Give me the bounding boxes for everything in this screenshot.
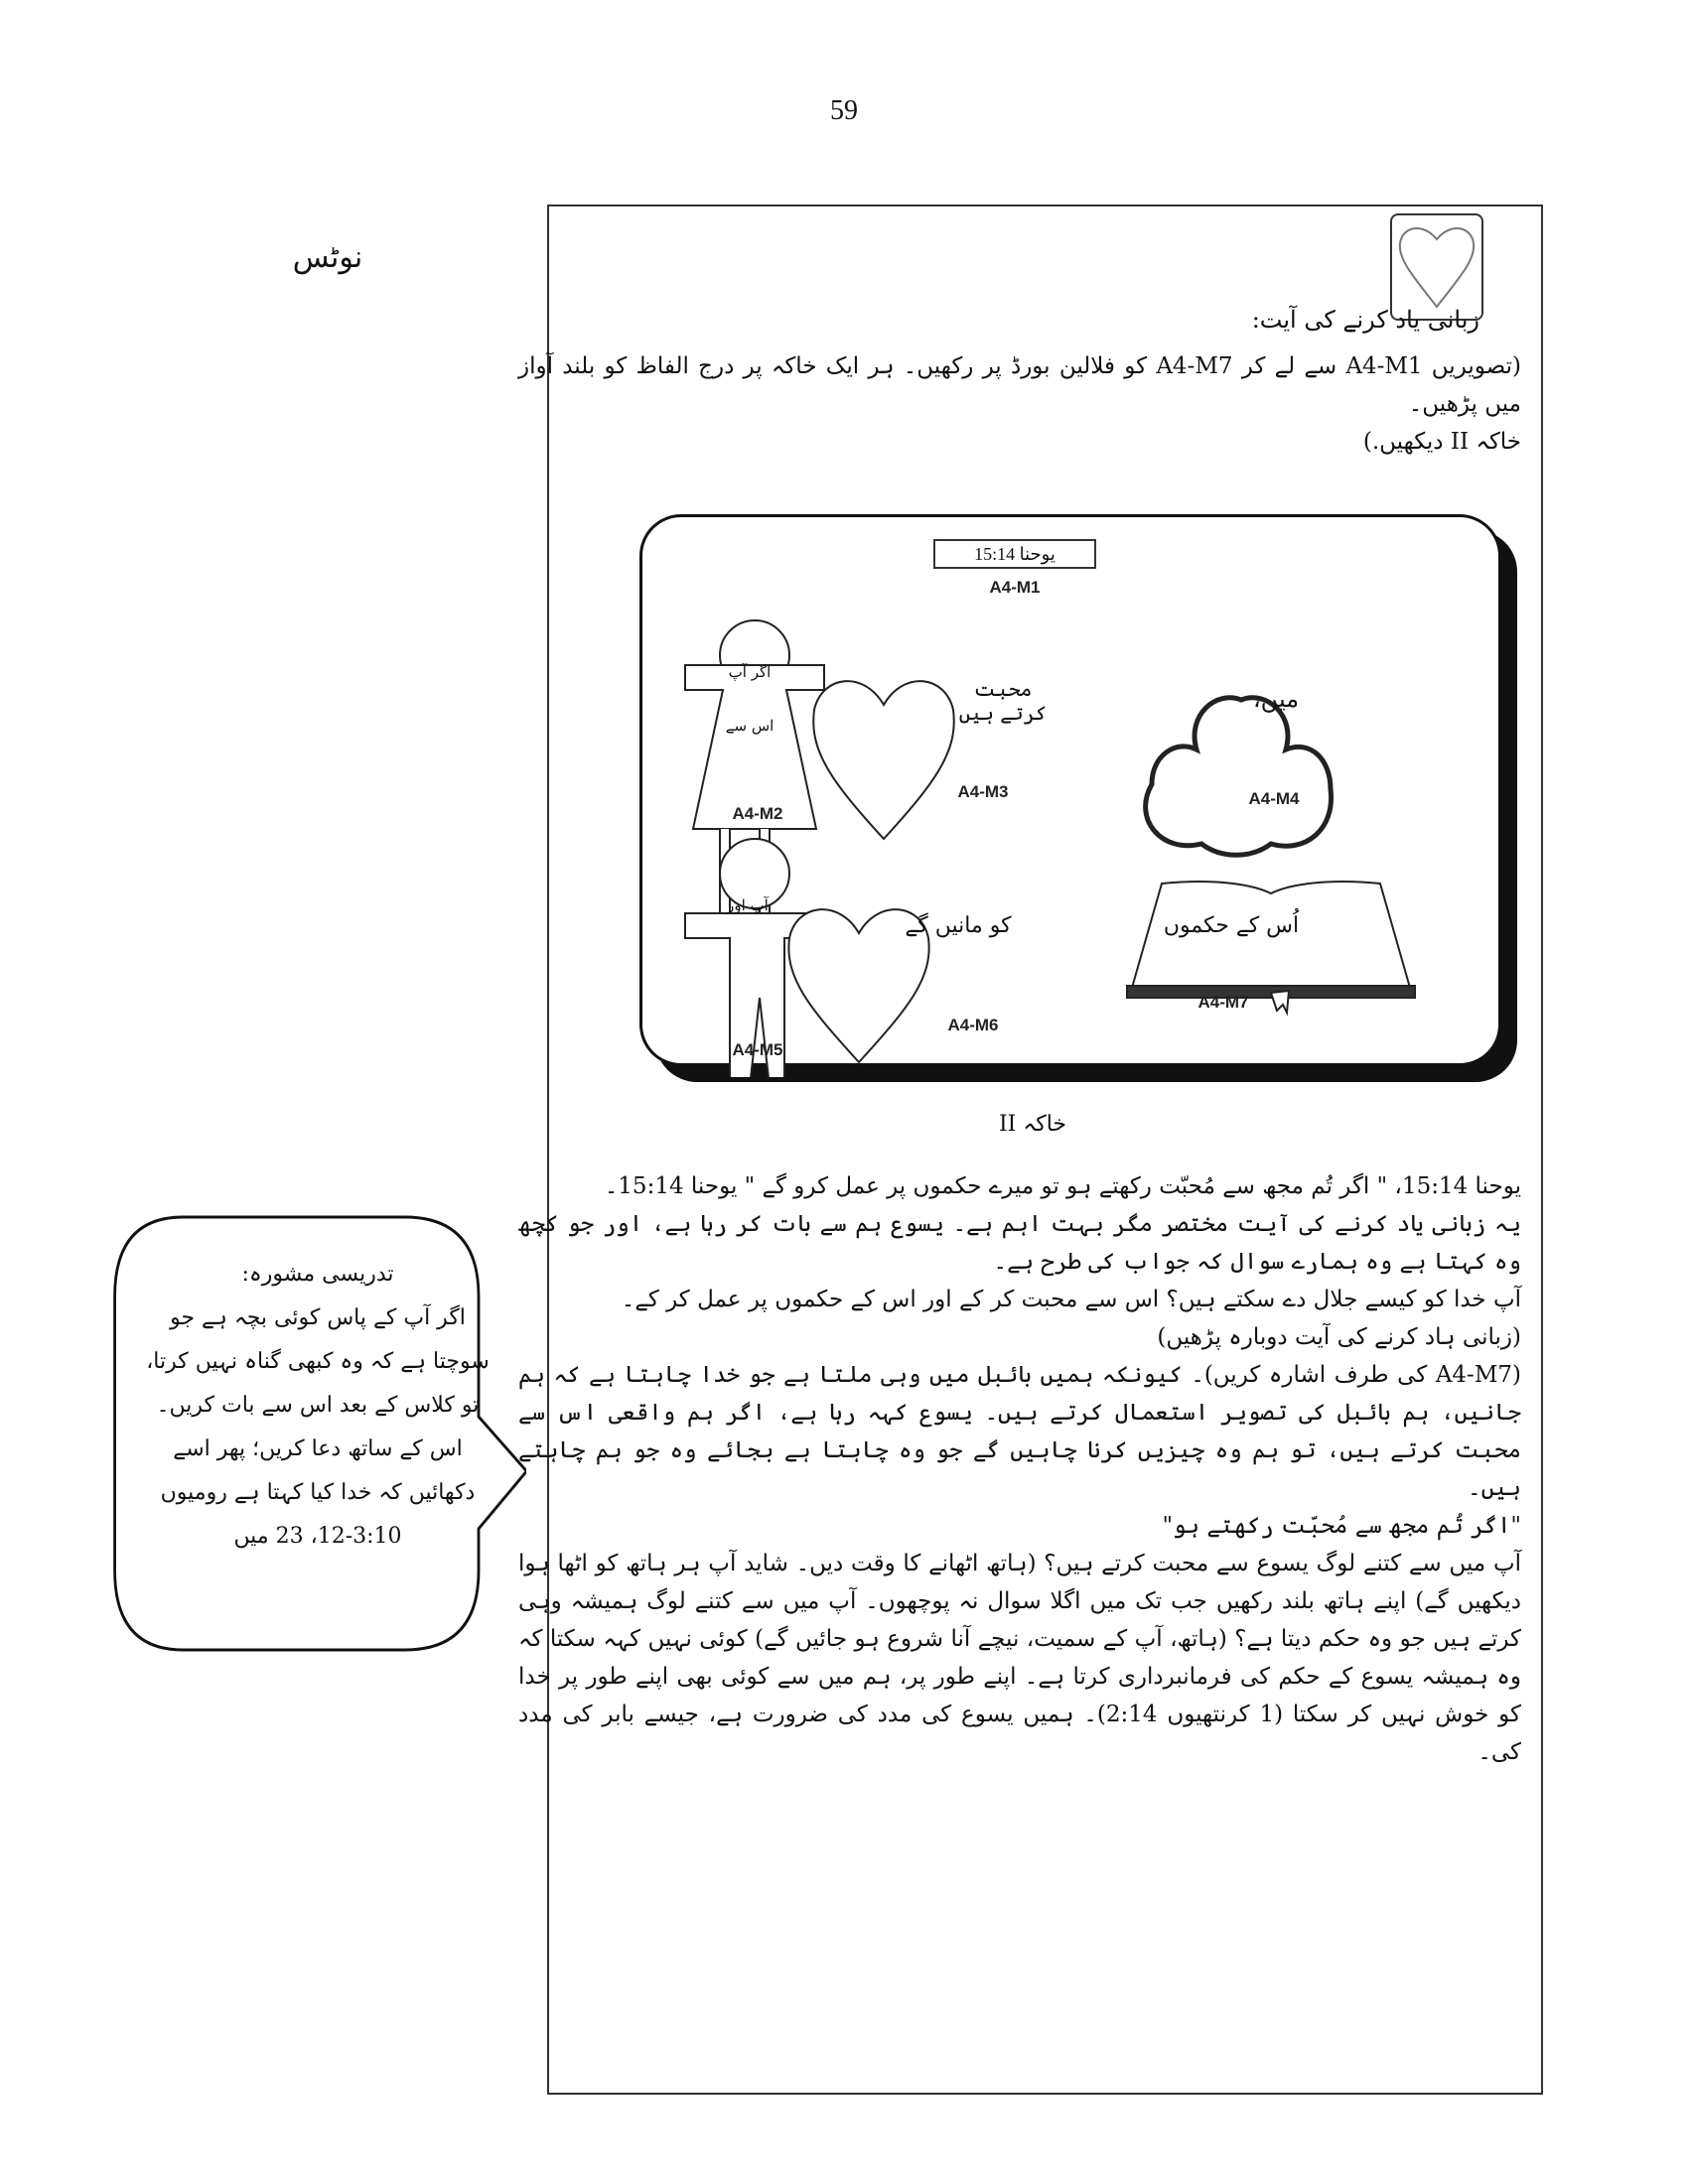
label-a4-m2: A4-M2 xyxy=(732,804,783,823)
paragraph-5: آپ میں سے کتنے لوگ یسوع سے محبت کرتے ہیں؟ (ہاتھ اٹھانے کا وقت دیں۔ شاید آپ ہر ہاتھ کو اٹھا ہوا دیکھیں گے) اپنے ہاتھ بلند رکھیں جب تک میں اگلا سوال نہ پوچھوں۔ آپ میں سے کتنے لوگ ہمیشہ وہی کرتے ہیں جو وہ حکم دیتا ہے؟ (ہاتھ، آپ کے سمیت، نیچے آنا شروع ہو جائیں گے) کوئی نہیں کہہ سکتا کہ وہ ہمیشہ یسوع کے حکم کی فرمانبرداری کرتا ہے۔ اپنے طور پر، ہم میں سے کوئی بھی اپنے طور پر خدا کو خوش نہیں کر سکتا (1 کرنتھیوں 2:14)۔ ہمیں یسوع کی مدد کی ضرورت ہے، جیسے بابر کی مدد کی۔ xyxy=(518,1551,1521,1765)
paragraph-1: یہ زبانی یاد کرنے کی آیت مختصر مگر بہت اہم ہے۔ یسوع ہم سے بات کر رہا ہے، اور جو کچھ وہ کہتا ہے وہ ہمارے سوال کہ جواب کی طرح ہے۔ xyxy=(518,1211,1521,1275)
notes-title: نوٹس xyxy=(292,240,363,275)
label-a4-m4: A4-M4 xyxy=(1248,789,1300,808)
m4-text: میں، xyxy=(1252,685,1300,713)
label-a4-m1: A4-M1 xyxy=(989,578,1041,597)
m7-text: اُس کے حکموں xyxy=(1163,913,1300,938)
verse-text: یوحنا 15:14، " اگر تُم مجھ سے مُحبّت رکھتے ہو تو میرے حکموں پر عمل کرو گے " یوحنا 15:14۔ xyxy=(604,1173,1521,1199)
label-a4-m7: A4-M7 xyxy=(1197,993,1249,1012)
teaching-tip xyxy=(139,1253,496,1559)
lesson-body xyxy=(518,1167,1521,1771)
teaching-tip-title: تدریسی مشورہ: xyxy=(241,1262,394,1287)
paragraph-3: (زبانی ہاد کرنے کی آیت دوبارہ پڑھیں) xyxy=(1157,1324,1521,1350)
m5-text: آپ اور xyxy=(727,896,769,914)
page-number: 59 xyxy=(830,95,858,126)
teaching-tip-text: اگر آپ کے پاس کوئی بچہ ہے جو سوچتا ہے کہ وہ کبھی گناہ نہیں کرتا، تو کلاس کے بعد اس سے بات کریں۔ اس کے ساتھ دعا کریں؛ پھر اسے دکھائیں کہ خدا کیا کہتا ہے رومیوں 3:10-12، 23 میں xyxy=(146,1305,490,1549)
figure-caption: خاکہ II xyxy=(998,1112,1067,1137)
label-a4-m3: A4-M3 xyxy=(957,782,1009,801)
lesson-box xyxy=(547,205,1543,2095)
instructions xyxy=(518,347,1521,461)
memory-verse-heading: زبانی یاد کرنے کی آیت: xyxy=(1251,306,1479,334)
m3-text: محبت کرتے ہیں xyxy=(958,677,1048,725)
m2-text-bottom: اس سے xyxy=(725,717,774,735)
instruction-line-1: (تصویریں A4-M1 سے لے کر A4-M7 کو فلالین بورڈ پر رکھیں۔ ہر ایک خاکہ پر درج الفاظ کو بلند آواز میں پڑھیں۔ xyxy=(518,353,1521,417)
instruction-line-2: خاکہ II دیکھیں.) xyxy=(1362,429,1521,455)
label-a4-m6: A4-M6 xyxy=(947,1016,999,1034)
label-a4-m5: A4-M5 xyxy=(732,1040,783,1059)
paragraph-4: (A4-M7 کی طرف اشارہ کریں)۔ کیونکہ ہمیں بائبل میں وہی ملتا ہے جو خدا چاہتا ہے کہ ہم جانیں، ہم بائبل کی تصویر استعمال کرتے ہیں۔ یسوع کہہ رہا ہے، اگر ہم واقعی اس سے محبت کرتے ہیں، تو ہم وہ چیزیں کرنا چاہیں گے جو وہ چاہتا ہے بجائے وہ جو ہم چاہتے ہیں۔ xyxy=(518,1362,1521,1501)
m2-text-top: اگر آپ xyxy=(728,663,772,681)
heart-shape-m3 xyxy=(813,681,953,839)
figure-shapes xyxy=(635,511,1509,1077)
cloud-shape-m4 xyxy=(1146,698,1332,855)
paragraph-2: آپ خدا کو کیسے جلال دے سکتے ہیں؟ اس سے محبت کر کے اور اس کے حکموں پر عمل کر کے۔ xyxy=(621,1287,1521,1312)
verse-reference-card: یوحنا 15:14 xyxy=(933,539,1096,569)
m6-text: کو مانیں گے xyxy=(905,913,1012,938)
quote-line: "اگر تُم مجھ سے مُحبّت رکھتے ہو" xyxy=(1162,1513,1521,1539)
